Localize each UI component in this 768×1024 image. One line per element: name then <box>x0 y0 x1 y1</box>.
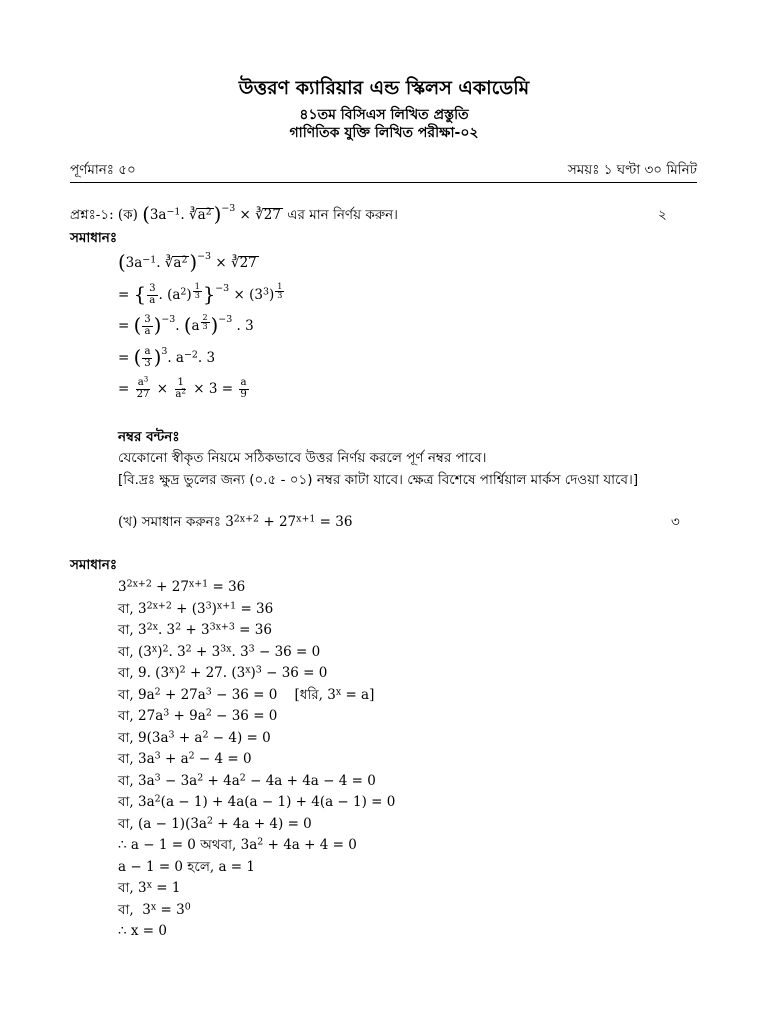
header-divider <box>70 182 697 183</box>
solution-step <box>118 728 658 750</box>
math-text: x <box>151 642 158 654</box>
math-text: + 27a <box>160 686 206 703</box>
math-text: ∴ x = 0 <box>118 923 167 939</box>
math-text: . 3 <box>231 643 249 660</box>
math-text: 2 <box>205 206 212 218</box>
math-text: − 3a <box>160 772 198 789</box>
math-text: + 4a <box>203 772 240 789</box>
math-text: + 3 <box>191 643 221 660</box>
math-text: a <box>197 207 206 223</box>
math-text: −3 <box>215 282 230 294</box>
math-text: a <box>173 255 182 271</box>
fraction <box>147 284 157 306</box>
math-text: 3 <box>225 514 234 530</box>
exponent <box>217 600 236 611</box>
math-text: −3 <box>161 313 176 325</box>
math-text: 9 <box>240 389 247 400</box>
math-text: ) <box>186 286 192 303</box>
math-text: প্রশ্নঃ-১: (ক) <box>70 207 143 223</box>
solution-steps-1a <box>118 248 658 406</box>
math-text: 27 <box>263 207 281 223</box>
radical <box>189 207 214 223</box>
exponent <box>185 901 191 912</box>
radical-sign: ∛ <box>189 207 198 223</box>
math-text: . 3 <box>157 622 176 638</box>
large-bracket: ) <box>213 202 222 226</box>
solution-label: সমাধানঃ <box>70 557 118 573</box>
question-1b <box>118 510 658 534</box>
solution-step <box>118 792 658 814</box>
math-text: − 36 = 0 <box>211 708 278 724</box>
math-text: 3 <box>262 285 269 297</box>
exponent <box>234 513 259 524</box>
math-text: × <box>152 381 173 397</box>
exponent <box>147 621 158 632</box>
solution-step <box>118 749 658 771</box>
math-text: a <box>149 294 156 306</box>
exponent <box>184 349 198 360</box>
fraction-denominator <box>142 327 152 338</box>
math-text: 2 <box>206 814 213 826</box>
radical-sign: ∛ <box>230 255 240 271</box>
math-text: . 3 <box>168 643 186 660</box>
math-text: ) <box>250 665 256 681</box>
radical-sign: ∛ <box>255 207 264 223</box>
fraction-denominator <box>142 359 152 370</box>
math-text: বা, 3a <box>118 794 155 810</box>
math-text: x+1 <box>216 599 237 611</box>
math-text: বা, 3a <box>118 751 155 767</box>
math-text: −2 <box>183 348 198 360</box>
solution-step <box>118 599 658 621</box>
solution-step <box>118 814 658 836</box>
math-text: . 3 <box>232 318 254 334</box>
math-text: 3a <box>149 207 167 223</box>
math-text: a <box>240 377 247 389</box>
fraction-denominator <box>238 390 248 401</box>
math-text: x+1 <box>188 578 209 590</box>
math-text: 3 <box>205 599 212 611</box>
solution-step <box>118 771 658 793</box>
math-text: 27 <box>239 255 257 271</box>
solution-step <box>118 663 658 685</box>
radical <box>255 207 283 223</box>
fraction-denominator <box>173 386 188 401</box>
question-1a-marks: ২ <box>658 207 667 223</box>
math-text: ∴ a − 1 = 0 অথবা, 3a <box>118 837 258 853</box>
large-bracket: ) <box>210 313 219 337</box>
math-text: − 4a + 4a − 4 = 0 <box>245 772 376 789</box>
solution-step <box>118 374 658 406</box>
radicand <box>239 256 259 271</box>
math-text: = 36 <box>236 600 274 617</box>
math-text: + 27 <box>259 514 297 530</box>
radicand <box>172 256 189 271</box>
exponent <box>181 386 186 395</box>
fraction <box>142 347 152 369</box>
exponent <box>197 251 211 262</box>
math-text: 3 <box>143 374 149 384</box>
math-text: বা, 3 <box>118 880 147 896</box>
fraction <box>201 314 210 331</box>
fraction <box>135 374 152 400</box>
math-text: x <box>245 664 251 676</box>
math-text: −1 <box>166 206 181 218</box>
math-text: 3 <box>205 685 212 697</box>
solution-step <box>118 835 658 857</box>
math-text: 2 <box>188 750 195 762</box>
math-text: a <box>191 318 200 334</box>
math-text: 3 <box>118 579 127 595</box>
math-text: = <box>118 318 134 334</box>
math-text: 1 <box>277 281 283 291</box>
exponent <box>127 578 152 589</box>
math-text: 3 <box>202 322 208 332</box>
math-text: 2 <box>181 254 188 266</box>
math-text: 2 <box>202 313 208 323</box>
large-bracket: } <box>202 282 216 306</box>
math-text: + 9a <box>169 708 206 724</box>
solution-step <box>118 620 658 642</box>
question-1a <box>70 202 650 228</box>
solution-step <box>118 921 658 943</box>
math-text: a <box>144 326 151 337</box>
large-bracket: ( <box>118 250 126 274</box>
exponent <box>221 203 235 214</box>
math-text: × (3 <box>229 286 263 303</box>
math-text: a − 1 = 0 হলে, a = 1 <box>118 858 255 875</box>
marking-heading: নম্বর বন্টনঃ <box>118 429 180 445</box>
math-text: + 3 <box>181 622 210 638</box>
math-text: − 36 = 0 <box>254 643 321 660</box>
radical-sign: ∛ <box>164 255 174 271</box>
exponent <box>147 600 172 611</box>
fraction <box>142 315 152 337</box>
math-text: . a <box>167 349 184 366</box>
math-text: 2 <box>154 685 161 697</box>
fraction <box>173 378 188 400</box>
math-text: 2 <box>181 386 186 396</box>
math-text: এর মান নির্ণয় করুন। <box>282 207 399 223</box>
solution-step <box>118 857 658 879</box>
math-text: + 4a + 4 = 0 <box>263 837 357 853</box>
program-name: ৪১তম বিসিএস লিখিত প্রস্তুতি <box>299 107 469 123</box>
math-text: (a − 1) + 4a(a − 1) + 4(a − 1) = 0 <box>160 794 396 810</box>
large-bracket: ) <box>153 313 162 337</box>
exponent <box>192 281 203 300</box>
math-text: বা, 27a <box>118 708 164 724</box>
math-text: x <box>169 664 175 676</box>
fraction <box>238 378 248 400</box>
math-text: . <box>156 255 165 271</box>
math-text: −1 <box>142 254 157 266</box>
math-text: + a <box>160 751 189 767</box>
math-text: ) <box>211 600 217 617</box>
math-text: = 1 <box>151 880 181 896</box>
math-text: = a] <box>341 686 375 703</box>
math-text: 27 <box>136 389 150 400</box>
large-bracket: ) <box>189 250 198 274</box>
math-text: 3 <box>144 314 151 326</box>
math-text: 2x+2 <box>126 578 152 590</box>
radical <box>231 255 259 271</box>
solution-step <box>118 311 658 343</box>
math-text: 2 <box>202 728 209 740</box>
math-text: a <box>137 377 144 389</box>
large-bracket: { <box>133 282 147 306</box>
math-text: বা, 3a <box>118 772 155 789</box>
math-text: . 3 <box>197 349 216 366</box>
math-text: = <box>118 349 134 366</box>
math-text: × <box>211 255 231 271</box>
math-text: 3 <box>163 707 170 719</box>
exponent <box>210 621 235 632</box>
math-text: 3 <box>248 642 255 654</box>
math-text: 2 <box>197 771 204 783</box>
solution-step <box>118 878 658 900</box>
math-text: 2x+2 <box>146 599 172 611</box>
math-text: 3 <box>154 771 161 783</box>
math-text: × <box>235 207 256 223</box>
math-text: + 27 <box>151 579 189 595</box>
math-text: ) <box>157 643 163 660</box>
math-text: = 36 <box>315 514 353 530</box>
math-text: 3 <box>161 345 168 357</box>
exponent <box>220 643 231 654</box>
exponent <box>218 314 232 325</box>
large-bracket: ( <box>133 345 142 369</box>
solution-step <box>118 706 658 728</box>
math-text: 3 <box>255 664 262 676</box>
math-text: −3 <box>218 313 233 325</box>
solution-steps-1b <box>118 577 658 943</box>
math-text: a <box>144 345 151 357</box>
marking-rule: যেকোনো স্বীকৃত নিয়মে সঠিকভাবে উত্তর নির্ণয় করলে পূর্ণ নম্বর পাবে। <box>118 450 487 466</box>
exponent <box>200 313 211 332</box>
large-bracket: ) <box>153 345 162 369</box>
exponent <box>274 281 285 300</box>
math-text: বা, 9a <box>118 686 155 703</box>
solution-step <box>118 248 658 280</box>
math-text: ) <box>268 286 275 303</box>
fraction-denominator <box>147 296 157 307</box>
math-text: বা, 9(3a <box>118 729 169 746</box>
large-bracket: ( <box>183 313 192 337</box>
solution-step <box>118 685 658 707</box>
radical <box>165 255 190 271</box>
exponent <box>296 513 315 524</box>
solution-label: সমাধানঃ <box>70 230 118 246</box>
full-marks: পূর্ণমানঃ ৫০ <box>70 162 136 178</box>
fraction-denominator <box>201 323 210 331</box>
math-text: − 36 = 0 [ধরি, 3 <box>211 686 336 703</box>
solution-step <box>118 280 658 312</box>
fraction <box>193 283 202 300</box>
math-text: 3 <box>144 357 151 369</box>
exam-name: গাণিতিক যুক্তি লিখিত পরীক্ষা-০২ <box>289 125 479 141</box>
math-text: + a <box>174 729 203 746</box>
question-1b-marks: ৩ <box>671 514 680 530</box>
radicand <box>197 208 214 223</box>
math-text: = <box>118 381 134 397</box>
exponent <box>181 254 187 265</box>
math-text: 2 <box>239 771 246 783</box>
math-text: 1 <box>177 377 184 389</box>
math-text: (খ) সমাধান করুনঃ <box>118 514 226 530</box>
math-text: 3x <box>220 642 232 654</box>
math-text: 2 <box>257 836 264 848</box>
math-text: − 36 = 0 <box>261 665 328 681</box>
exponent <box>161 314 175 325</box>
math-text: 2 <box>175 621 182 633</box>
fraction-denominator <box>193 292 202 300</box>
math-text: a <box>175 389 182 400</box>
math-text: 2x <box>146 621 158 633</box>
math-text: + 4a + 4) = 0 <box>213 815 312 832</box>
math-text: 2 <box>162 642 169 654</box>
math-text: 2 <box>179 664 186 676</box>
math-text: 2 <box>185 642 192 654</box>
fraction <box>275 283 284 300</box>
solution-step <box>118 577 658 599</box>
large-bracket: ( <box>133 313 142 337</box>
math-text: 3 <box>154 750 161 762</box>
math-text: 3 <box>168 728 175 740</box>
math-text: বা, 3 <box>118 600 147 617</box>
math-text: = 36 <box>208 579 246 595</box>
exam-time: সময়ঃ ১ ঘণ্টা ৩০ মিনিট <box>567 162 697 178</box>
math-text: . <box>180 207 189 223</box>
exponent <box>189 578 208 589</box>
math-text: x+1 <box>296 513 316 525</box>
math-text: বা, 3 <box>118 901 151 918</box>
math-text: 3a <box>125 255 143 271</box>
solution-step <box>118 343 658 375</box>
math-text: x <box>335 685 342 697</box>
math-text: 3 <box>149 282 156 294</box>
fraction-denominator <box>275 292 284 300</box>
exponent <box>215 282 229 293</box>
math-text: + 27. (3 <box>185 665 246 681</box>
math-text: = <box>118 286 134 303</box>
fraction-denominator <box>135 390 152 401</box>
math-text: 2 <box>180 285 187 297</box>
math-text: − 4) = 0 <box>208 729 271 746</box>
exponent <box>206 206 212 217</box>
math-text: 3 <box>194 290 200 300</box>
math-text: 3 <box>277 290 283 300</box>
radicand <box>263 208 283 223</box>
marking-note: [বি.দ্রঃ ক্ষুদ্র ভুলের জন্য (০.৫ - ০১) নম্বর কাটা যাবে। ক্ষেত্র বিশেষে পার্শ্বিয়াল মার্কস দেওয়া যাবে।] <box>118 472 639 488</box>
math-text: = 3 <box>156 901 185 918</box>
math-text: + (3 <box>171 600 206 617</box>
math-text: = 36 <box>234 622 272 638</box>
math-text: 0 <box>184 900 191 912</box>
exponent <box>142 254 156 265</box>
math-text: − 4 = 0 <box>194 751 252 767</box>
exponent <box>166 206 180 217</box>
math-text: 2 <box>154 793 161 805</box>
math-text: . (a <box>158 286 181 303</box>
math-text: . <box>175 318 184 334</box>
large-bracket: ( <box>142 202 150 226</box>
math-text: −3 <box>221 202 236 214</box>
math-text: বা, 9. (3 <box>118 665 170 681</box>
math-text: × 3 = <box>188 381 238 397</box>
solution-step <box>118 900 658 922</box>
math-text: x <box>150 900 157 912</box>
institute-name: উত্তরণ ক্যারিয়ার এন্ড স্কিলস একাডেমি <box>238 77 530 99</box>
math-text: 2 <box>205 707 212 719</box>
math-text: x <box>146 879 152 891</box>
math-text: 1 <box>194 281 200 291</box>
solution-step <box>118 642 658 664</box>
math-text: −3 <box>197 250 212 262</box>
math-text: 3x+3 <box>209 621 235 633</box>
math-text: বা, (a − 1)(3a <box>118 815 207 832</box>
math-text: বা, (3 <box>118 643 152 660</box>
exponent <box>144 375 149 384</box>
math-text: 2x+2 <box>233 513 260 525</box>
math-text: বা, 3 <box>118 622 147 638</box>
math-text: ) <box>174 665 180 681</box>
